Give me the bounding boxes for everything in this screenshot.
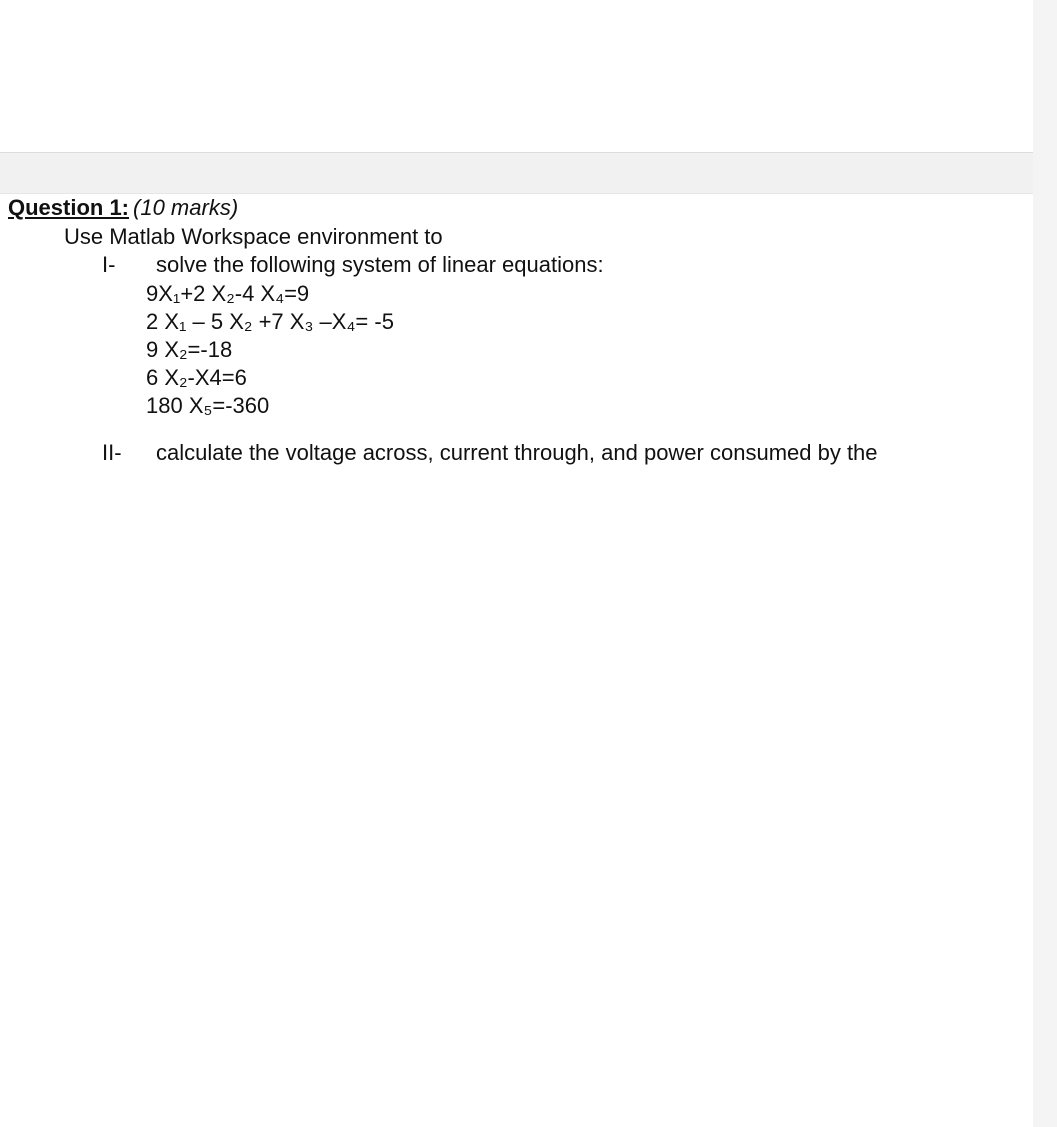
equation-4: 6 X₂-X4=6 — [146, 365, 247, 390]
equation-1: 9X₁+2 X₂-4 X₄=9 — [146, 281, 310, 306]
part-1-numeral: I- — [102, 252, 116, 277]
question-label: Question 1: — [8, 195, 130, 220]
part-1-text: solve the following system of linear equations: — [156, 252, 604, 277]
previous-page-bottom — [0, 0, 1033, 152]
part-2-numeral: II- — [102, 440, 122, 465]
page-separator — [0, 152, 1033, 194]
document-page — [0, 194, 1033, 1127]
scrollbar-track[interactable] — [1033, 0, 1057, 1127]
equation-2: 2 X₁ – 5 X₂ +7 X₃ –X₄= -5 — [146, 309, 394, 334]
question-heading — [8, 195, 238, 221]
question-marks: (10 marks) — [133, 195, 239, 220]
part-2-text: calculate the voltage across, current through, and power consumed by the — [156, 440, 878, 465]
equation-list — [146, 280, 394, 420]
question-intro: Use Matlab Workspace environment to — [64, 224, 443, 249]
equation-5: 180 X₅=-360 — [146, 393, 270, 418]
equation-3: 9 X₂=-18 — [146, 337, 233, 362]
